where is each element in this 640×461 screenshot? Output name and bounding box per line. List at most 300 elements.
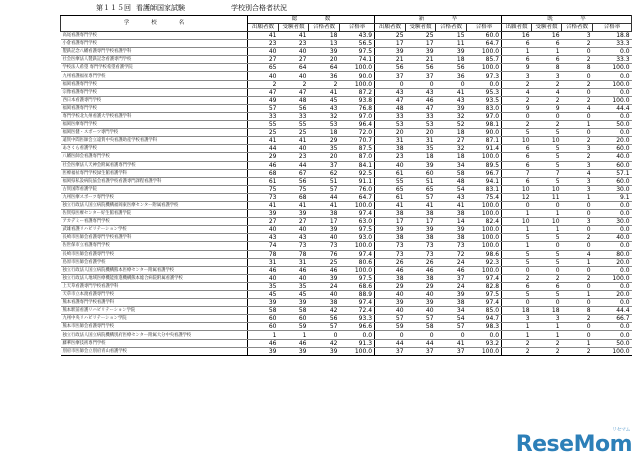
value-cell: 40 (406, 291, 436, 299)
value-cell: 76.8 (340, 104, 375, 112)
value-cell: 85.0 (467, 307, 502, 315)
value-cell: 0 (562, 88, 593, 96)
value-cell: 94.1 (467, 177, 502, 185)
value-cell: 31 (375, 137, 406, 145)
value-cell: 18 (502, 307, 532, 315)
value-cell: 57 (309, 323, 340, 331)
value-cell: 46 (436, 266, 467, 274)
value-cell: 6 (502, 153, 532, 161)
value-cell: 56 (309, 315, 340, 323)
value-cell: 56.5 (340, 40, 375, 48)
sub-header-cell: 受験者数 (406, 24, 436, 32)
table-row (61, 88, 632, 96)
value-cell: 2 (562, 347, 593, 355)
school-name-cell: 遠賀中間医師会立遠賀中央看護助産学校看護学科 (61, 137, 248, 145)
value-cell: 44 (309, 193, 340, 201)
value-cell: 100.0 (467, 153, 502, 161)
value-cell: 39 (406, 161, 436, 169)
value-cell: 20 (406, 129, 436, 137)
table-row (61, 291, 632, 299)
value-cell: 97.5 (340, 48, 375, 56)
value-cell: 2 (532, 121, 562, 129)
table-row (61, 299, 632, 307)
value-cell: 44.4 (593, 104, 632, 112)
value-cell: 93.2 (467, 339, 502, 347)
value-cell: 43 (375, 88, 406, 96)
table-row (61, 339, 632, 347)
value-cell: 39 (406, 299, 436, 307)
value-cell: 46 (375, 266, 406, 274)
value-cell: 60 (279, 315, 309, 323)
value-cell: 38 (406, 210, 436, 218)
value-cell: 5 (502, 250, 532, 258)
value-cell: 1 (502, 242, 532, 250)
value-cell: 100.0 (467, 226, 502, 234)
value-cell: 43 (436, 193, 467, 201)
value-cell: 27 (436, 137, 467, 145)
school-name-cell: 熊本市医師会看護専門学校 (61, 323, 248, 331)
value-cell: 2 (502, 96, 532, 104)
value-cell: 40 (406, 307, 436, 315)
value-cell: 42 (309, 339, 340, 347)
value-cell: 1 (562, 193, 593, 201)
value-cell: 2 (562, 96, 593, 104)
value-cell: 39 (406, 48, 436, 56)
value-cell: 32 (436, 145, 467, 153)
school-name-cell: 長崎市医師会看護専門学校看護学科 (61, 234, 248, 242)
value-cell: 0 (562, 266, 593, 274)
table-row (61, 323, 632, 331)
value-cell: 38 (375, 145, 406, 153)
value-cell: 61 (375, 169, 406, 177)
value-cell: 46 (279, 266, 309, 274)
value-cell: 33 (375, 112, 406, 120)
school-name-cell: 西日本看護専門学校 (61, 96, 248, 104)
value-cell: 0.0 (593, 129, 632, 137)
value-cell: 39 (248, 299, 279, 307)
value-cell: 94.7 (467, 315, 502, 323)
value-cell: 90.0 (340, 72, 375, 80)
value-cell: 5 (532, 177, 562, 185)
table-row (61, 266, 632, 274)
school-name-cell: 福岡医療専門学校 (61, 121, 248, 129)
value-cell: 27 (279, 56, 309, 64)
table-row (61, 193, 632, 201)
value-cell: 59 (279, 323, 309, 331)
value-cell: 0 (562, 323, 593, 331)
value-cell: 73 (279, 242, 309, 250)
school-name-cell: 古賀国際看護学院 (61, 185, 248, 193)
value-cell: 61 (248, 177, 279, 185)
value-cell: 85.7 (467, 56, 502, 64)
value-cell: 3 (562, 161, 593, 169)
value-cell: 39 (309, 274, 340, 282)
value-cell: 46 (248, 266, 279, 274)
value-cell: 83.1 (467, 185, 502, 193)
value-cell: 43.9 (340, 32, 375, 40)
value-cell: 70.7 (340, 137, 375, 145)
value-cell: 96.4 (340, 121, 375, 129)
value-cell: 29 (309, 137, 340, 145)
value-cell: 76.0 (340, 185, 375, 193)
value-cell: 6 (502, 161, 532, 169)
school-name-cell: 別府市医師会立別府青山看護学校 (61, 347, 248, 355)
value-cell: 25 (309, 258, 340, 266)
value-cell: 97.4 (340, 210, 375, 218)
table-row (61, 201, 632, 209)
value-cell: 43 (309, 104, 340, 112)
value-cell: 1 (248, 331, 279, 339)
value-cell: 14 (436, 218, 467, 226)
school-name-cell: 武雄看護リハビリテーション学校 (61, 226, 248, 234)
value-cell: 18 (309, 129, 340, 137)
value-cell: 0.0 (593, 323, 632, 331)
value-cell: 40 (248, 48, 279, 56)
table-row (61, 258, 632, 266)
value-cell: 5 (502, 234, 532, 242)
value-cell: 0.0 (593, 331, 632, 339)
value-cell: 21 (375, 56, 406, 64)
value-cell: 0 (532, 242, 562, 250)
value-cell: 43 (248, 234, 279, 242)
value-cell: 20.0 (593, 258, 632, 266)
table-row (61, 96, 632, 104)
value-cell: 65 (406, 185, 436, 193)
value-cell: 93.5 (467, 96, 502, 104)
value-cell: 64.7 (340, 193, 375, 201)
school-name-cell: 福岡県私設病院協会看護学校看護専門課程看護学科 (61, 177, 248, 185)
value-cell: 0 (562, 210, 593, 218)
value-cell: 2 (502, 80, 532, 88)
value-cell: 2 (562, 137, 593, 145)
exam-round: 第１１５回 (96, 4, 131, 12)
value-cell: 39 (248, 210, 279, 218)
value-cell: 10 (532, 218, 562, 226)
value-cell: 10 (502, 218, 532, 226)
value-cell: 38 (436, 210, 467, 218)
value-cell: 52 (436, 121, 467, 129)
value-cell: 48 (375, 104, 406, 112)
value-cell: 54 (436, 315, 467, 323)
value-cell: 41 (248, 137, 279, 145)
value-cell: 5 (532, 161, 562, 169)
value-cell: 46 (248, 339, 279, 347)
value-cell: 100.0 (467, 266, 502, 274)
value-cell: 40 (279, 48, 309, 56)
value-cell: 39 (375, 48, 406, 56)
value-cell: 1 (532, 323, 562, 331)
school-name-header: 学 校 名 (61, 16, 248, 32)
value-cell: 38 (406, 234, 436, 242)
value-cell: 42 (309, 307, 340, 315)
value-cell: 100.0 (467, 201, 502, 209)
value-cell: 100.0 (340, 201, 375, 209)
value-cell: 97.4 (467, 299, 502, 307)
value-cell: 50.0 (593, 339, 632, 347)
value-cell: 0 (562, 129, 593, 137)
value-cell: 35 (406, 145, 436, 153)
value-cell: 57 (406, 315, 436, 323)
value-cell: 3 (532, 315, 562, 323)
value-cell: 0.0 (593, 72, 632, 80)
value-cell: 38 (436, 299, 467, 307)
value-cell: 25 (279, 129, 309, 137)
value-cell: 1 (562, 291, 593, 299)
table-row (61, 177, 632, 185)
value-cell: 47 (406, 104, 436, 112)
table-row (61, 250, 632, 258)
value-cell: 0.0 (593, 226, 632, 234)
value-cell: 64.7 (467, 40, 502, 48)
value-cell: 53 (375, 121, 406, 129)
value-cell: 38 (436, 234, 467, 242)
value-cell: 60.0 (593, 161, 632, 169)
value-cell: 91.1 (340, 177, 375, 185)
value-cell: 40 (248, 72, 279, 80)
value-cell: 23 (279, 153, 309, 161)
value-cell: 97.3 (467, 72, 502, 80)
table-row (61, 137, 632, 145)
value-cell: 58 (436, 169, 467, 177)
value-cell: 100.0 (467, 242, 502, 250)
value-cell: 74 (248, 242, 279, 250)
value-cell: 100.0 (593, 274, 632, 282)
value-cell: 36 (436, 72, 467, 80)
value-cell: 35 (248, 282, 279, 290)
value-cell: 30.0 (593, 185, 632, 193)
value-cell: 97.0 (467, 112, 502, 120)
table-row (61, 282, 632, 290)
value-cell: 98.3 (467, 323, 502, 331)
school-name-cell: 九州中央リハビリテーション学院 (61, 315, 248, 323)
value-cell: 73 (406, 250, 436, 258)
value-cell: 0 (502, 299, 532, 307)
value-cell: 40 (279, 226, 309, 234)
school-name-cell: 九州看護福祉専門学校 (61, 72, 248, 80)
value-cell: 27 (279, 218, 309, 226)
value-cell: 41 (279, 32, 309, 40)
value-cell: 39 (436, 226, 467, 234)
value-cell: 13 (309, 40, 340, 48)
value-cell: 2 (532, 347, 562, 355)
value-cell: 96.7 (467, 169, 502, 177)
value-cell: 0.0 (593, 88, 632, 96)
value-cell: 60.0 (467, 32, 502, 40)
school-name-cell: 島原市医師会看護学校 (61, 258, 248, 266)
value-cell: 57 (375, 315, 406, 323)
value-cell: 41 (248, 201, 279, 209)
value-cell: 2 (562, 80, 593, 88)
table-row (61, 48, 632, 56)
value-cell: 60.0 (593, 177, 632, 185)
value-cell: 84.1 (340, 161, 375, 169)
value-cell: 100.0 (593, 64, 632, 72)
value-cell: 88.9 (340, 291, 375, 299)
value-cell: 2 (279, 80, 309, 88)
value-cell: 50.0 (593, 121, 632, 129)
value-cell: 73 (406, 242, 436, 250)
value-cell: 0 (406, 331, 436, 339)
value-cell: 20 (309, 153, 340, 161)
value-cell: 0.0 (593, 210, 632, 218)
value-cell: 41 (279, 201, 309, 209)
value-cell: 37 (375, 347, 406, 355)
value-cell: 55 (248, 121, 279, 129)
table-body (61, 32, 632, 356)
value-cell: 9.1 (593, 193, 632, 201)
value-cell: 36 (309, 72, 340, 80)
value-cell: 75 (279, 185, 309, 193)
value-cell: 2 (562, 274, 593, 282)
value-cell: 5 (502, 258, 532, 266)
school-name-cell: 藤華医療技術専門学校 (61, 339, 248, 347)
value-cell: 7 (502, 169, 532, 177)
value-cell: 56 (406, 64, 436, 72)
value-cell: 55 (375, 177, 406, 185)
sub-header-cell: 合格率 (340, 24, 375, 32)
school-name-cell: 学校法人希望 専門学校希望看護学院 (61, 64, 248, 72)
value-cell: 37 (375, 72, 406, 80)
value-cell: 45 (309, 96, 340, 104)
value-cell: 2 (562, 40, 593, 48)
value-cell: 0 (562, 72, 593, 80)
sub-header-cell: 受験者数 (532, 24, 562, 32)
value-cell: 91.4 (467, 145, 502, 153)
value-cell: 80.0 (593, 250, 632, 258)
value-cell: 2 (562, 315, 593, 323)
value-cell: 2 (502, 347, 532, 355)
table-row (61, 218, 632, 226)
value-cell: 26 (375, 258, 406, 266)
value-cell: 10 (502, 137, 532, 145)
value-cell: 39 (436, 291, 467, 299)
value-cell: 93.0 (340, 234, 375, 242)
school-name-cell: 専門学校北九州看護大学校看護学科 (61, 112, 248, 120)
value-cell: 18.8 (593, 32, 632, 40)
value-cell: 18 (436, 153, 467, 161)
value-cell: 2 (532, 96, 562, 104)
value-cell: 46 (248, 161, 279, 169)
sub-header-cell: 合格者数 (436, 24, 467, 32)
value-cell: 56 (279, 104, 309, 112)
value-cell: 93.8 (340, 96, 375, 104)
school-name-cell: 熊本看護専門学校看護学科 (61, 299, 248, 307)
value-cell: 60 (406, 169, 436, 177)
value-cell: 17 (406, 218, 436, 226)
value-cell: 78 (279, 250, 309, 258)
value-cell: 4 (502, 88, 532, 96)
value-cell: 41 (309, 201, 340, 209)
value-cell: 32 (436, 112, 467, 120)
table-row (61, 161, 632, 169)
value-cell: 0.0 (467, 80, 502, 88)
value-cell: 0 (562, 201, 593, 209)
value-cell: 47 (248, 88, 279, 96)
value-cell: 100.0 (467, 210, 502, 218)
value-cell: 75.4 (467, 193, 502, 201)
value-cell: 25 (406, 32, 436, 40)
value-cell: 0 (562, 226, 593, 234)
value-cell: 0 (502, 112, 532, 120)
value-cell: 48 (279, 96, 309, 104)
value-cell: 44 (406, 339, 436, 347)
value-cell: 33 (279, 112, 309, 120)
value-cell: 18 (436, 56, 467, 64)
value-cell: 1 (562, 339, 593, 347)
value-cell: 45 (279, 291, 309, 299)
value-cell: 23 (375, 153, 406, 161)
pass-rate-table (60, 15, 632, 356)
value-cell: 39 (375, 226, 406, 234)
value-cell: 0 (532, 112, 562, 120)
value-cell: 38 (375, 234, 406, 242)
table-row (61, 210, 632, 218)
value-cell: 6 (502, 56, 532, 64)
school-name-cell: 佐賀県医療センター好生館看護学院 (61, 210, 248, 218)
value-cell: 9 (502, 104, 532, 112)
value-cell: 41 (436, 201, 467, 209)
school-name-cell: 天草市立本渡看護専門学校 (61, 291, 248, 299)
value-cell: 15 (436, 32, 467, 40)
value-cell: 97.0 (340, 112, 375, 120)
school-name-cell: 社会医療法人製鉄記念看護専門学校 (61, 56, 248, 64)
value-cell: 39 (309, 347, 340, 355)
value-cell: 6 (532, 282, 562, 290)
school-name-cell: 福岡看護専門学校 (61, 80, 248, 88)
value-cell: 0 (375, 331, 406, 339)
value-cell: 1 (532, 226, 562, 234)
value-cell: 41 (436, 88, 467, 96)
value-cell: 100.0 (593, 80, 632, 88)
value-cell: 7 (532, 169, 562, 177)
value-cell: 37 (406, 347, 436, 355)
value-cell: 11 (532, 193, 562, 201)
value-cell: 39 (375, 299, 406, 307)
sub-header-cell: 出願者数 (375, 24, 406, 32)
value-cell: 3 (562, 32, 593, 40)
value-cell: 17 (309, 218, 340, 226)
value-cell: 100.0 (340, 80, 375, 88)
value-cell: 37 (436, 347, 467, 355)
value-cell: 34 (436, 161, 467, 169)
sub-header-cell: 合格者数 (309, 24, 340, 32)
value-cell: 46 (406, 266, 436, 274)
value-cell: 64 (309, 64, 340, 72)
school-name-cell: 社会医療法人天神会附属看護専門学校 (61, 161, 248, 169)
value-cell: 31 (248, 258, 279, 266)
value-cell: 0 (309, 331, 340, 339)
value-cell: 80.6 (340, 258, 375, 266)
value-cell: 2 (532, 274, 562, 282)
value-cell: 44.4 (593, 307, 632, 315)
value-cell: 0.0 (593, 299, 632, 307)
value-cell: 39 (436, 48, 467, 56)
value-cell: 33 (406, 112, 436, 120)
value-cell: 53 (309, 121, 340, 129)
value-cell: 97.4 (340, 299, 375, 307)
value-cell: 40 (279, 274, 309, 282)
value-cell: 51 (309, 177, 340, 185)
value-cell: 16 (502, 32, 532, 40)
value-cell: 40 (309, 234, 340, 242)
value-cell: 23 (248, 40, 279, 48)
sub-header-cell: 出願者数 (502, 24, 532, 32)
value-cell: 83.0 (467, 104, 502, 112)
value-cell: 0 (406, 80, 436, 88)
school-name-cell: あさくら看護学校 (61, 145, 248, 153)
value-cell: 45 (248, 291, 279, 299)
value-cell: 3 (502, 72, 532, 80)
